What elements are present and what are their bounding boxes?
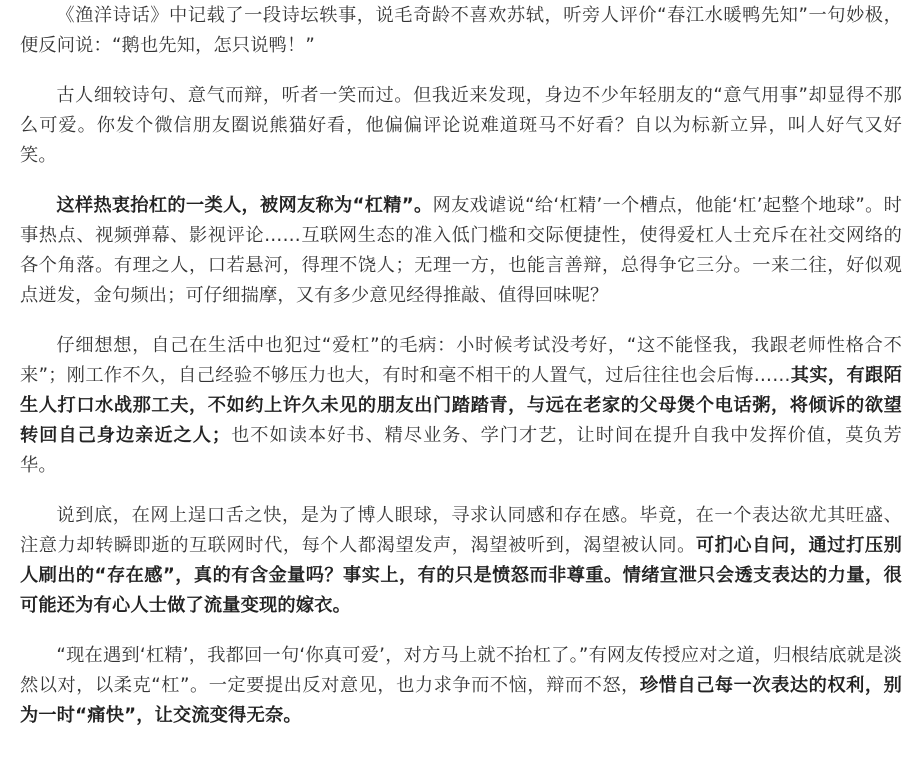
paragraph-6-text: “现在遇到‘杠精’，我都回一句‘你真可爱’，对方马上就不抬杠了。”有网友传授应对之道，归根结底就是淡然以对，以柔克“杠”。一定要提出反对意见，也力求争而不恼，辩而不怒， xyxy=(20,645,902,696)
paragraph-4-tail-text: 也不如读本好书、精尽业务、学门才艺，让时间在提升自我中发挥价值，莫负芳华。 xyxy=(20,425,902,476)
paragraph-3-text: 网友戏谑说“给‘杠精’一个槽点，他能‘杠’起整个地球”。时事热点、视频弹幕、影视评论……互联网生态的准入低门槛和交际便捷性，使得爱杠人士充斥在社交网络的各个角落。有理之人，口若悬河，得理不饶人；无理一方，也能言善辩，总得争它三分。一来二往，好似观点迸发，金句频出；可仔细揣摩，又有多少意见经得推敲、值得回味呢？ xyxy=(20,195,903,306)
paragraph-2 xyxy=(20,81,902,171)
paragraph-1-text: 《渔洋诗话》中记载了一段诗坛轶事，说毛奇龄不喜欢苏轼，听旁人评价“春江水暖鸭先知”一句妙极，便反问说：“鹅也先知，怎只说鸭！” xyxy=(20,5,902,56)
paragraph-4-bold-text: 其实，有跟陌生人打口水战那工夫，不如约上许久未见的朋友出门踏踏青，与远在老家的父母煲个电话粥，将倾诉的欲望转回自己身边亲近之人； xyxy=(20,365,903,446)
paragraph-5-text: 说到底，在网上逞口舌之快，是为了博人眼球，寻求认同感和存在感。毕竟，在一个表达欲尤其旺盛、注意力却转瞬即逝的互联网时代，每个人都渴望发声，渴望被听到，渴望被认同。 xyxy=(20,505,902,556)
paragraph-5 xyxy=(20,501,902,621)
paragraph-6 xyxy=(20,641,902,731)
paragraph-4 xyxy=(20,331,902,481)
paragraph-5-bold-text: 可扪心自问，通过打压别人刷出的“存在感”，真的有含金量吗？事实上，有的只是愤怒而非尊重。情绪宣泄只会透支表达的力量，很可能还为有心人士做了流量变现的嫁衣。 xyxy=(20,535,903,616)
paragraph-3-bold-lead: 这样热衷抬杠的一类人，被网友称为“杠精”。 xyxy=(56,195,433,216)
paragraph-1 xyxy=(20,1,902,61)
paragraph-2-text: 古人细较诗句、意气而辩，听者一笑而过。但我近来发现，身边不少年轻朋友的“意气用事”却显得不那么可爱。你发个微信朋友圈说熊猫好看，他偏偏评论说难道斑马不好看？自以为标新立异，叫人好气又好笑。 xyxy=(20,85,902,166)
article-body xyxy=(0,1,916,731)
paragraph-6-bold-text: 珍惜自己每一次表达的权利，别为一时“痛快”，让交流变得无奈。 xyxy=(20,675,902,726)
paragraph-4-text: 仔细想想，自己在生活中也犯过“爱杠”的毛病：小时候考试没考好，“这不能怪我，我跟老师性格合不来”；刚工作不久，自己经验不够压力也大，有时和毫不相干的人置气，过后往往也会后悔…… xyxy=(20,335,902,386)
paragraph-3 xyxy=(20,191,902,311)
